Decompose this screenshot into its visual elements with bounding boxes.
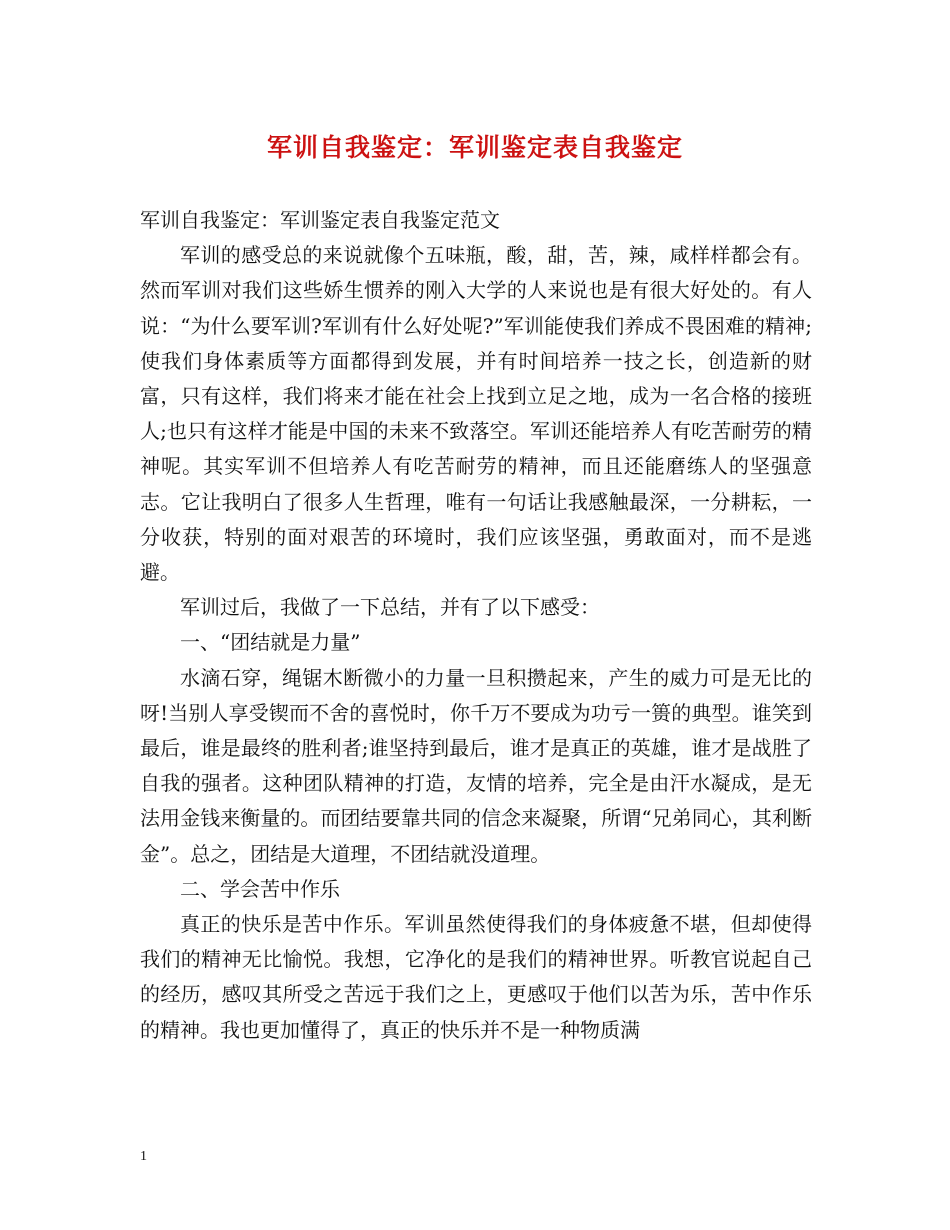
paragraph-summary-lead: 军训过后，我做了一下总结，并有了以下感受： — [180, 595, 600, 620]
document-title: 军训自我鉴定：军训鉴定表自我鉴定 — [266, 133, 683, 162]
page-number: 1 — [140, 1149, 147, 1164]
section-heading-joy: 二、学会苦中作乐 — [180, 876, 340, 901]
paragraph-intro: 军训的感受总的来说就像个五味瓶，酸，甜，苦，辣，咸样样都会有。然而军训对我们这些娇生惯养的刚入大学的人来说也是有很大好处的。有人说：“为什么要军训?军训有什么好处呢?”军训能使我们养成不畏困难的精神;使我们身体素质等方面都得到发展，并有时间培养一技之长，创造新的财富，只有这样，我们将来才能在社会上找到立足之地，成为一名合格的接班人;也只有这样才能是中国的未来不致落空。军训还能培养人有吃苦耐劳的精神呢。其实军训不但培养人有吃苦耐劳的精神，而且还能磨练人的坚强意志。它让我明白了很多人生哲理，唯有一句话让我感触最深，一分耕耘，一分收获，特别的面对艰苦的环境时，我们应该坚强，勇敢面对，而不是逃避。 — [140, 243, 812, 585]
document-subtitle: 军训自我鉴定：军训鉴定表自我鉴定范文 — [140, 208, 500, 232]
paragraph-unity: 水滴石穿，绳锯木断微小的力量一旦积攒起来，产生的威力可是无比的呀!当别人享受锲而不舍的喜悦时，你千万不要成为功亏一篑的典型。谁笑到最后，谁是最终的胜利者;谁坚持到最后，谁才是真正的英雄，谁才是战胜了自我的强者。这种团队精神的打造，友情的培养，完全是由汗水凝成，是无法用金钱来衡量的。而团结要靠共同的信念来凝聚，所谓“兄弟同心，其利断金”。总之，团结是大道理，不团结就没道理。 — [140, 665, 812, 866]
section-heading-unity: 一、“团结就是力量” — [180, 630, 361, 655]
document-body — [140, 203, 812, 1048]
paragraph-joy: 真正的快乐是苦中作乐。军训虽然使得我们的身体疲惫不堪，但却使得我们的精神无比愉悦。我想，它净化的是我们的精神世界。听教官说起自己的经历，感叹其所受之苦远于我们之上，更感叹于他们以苦为乐，苦中作乐的精神。我也更加懂得了，真正的快乐并不是一种物质满 — [140, 912, 812, 1042]
